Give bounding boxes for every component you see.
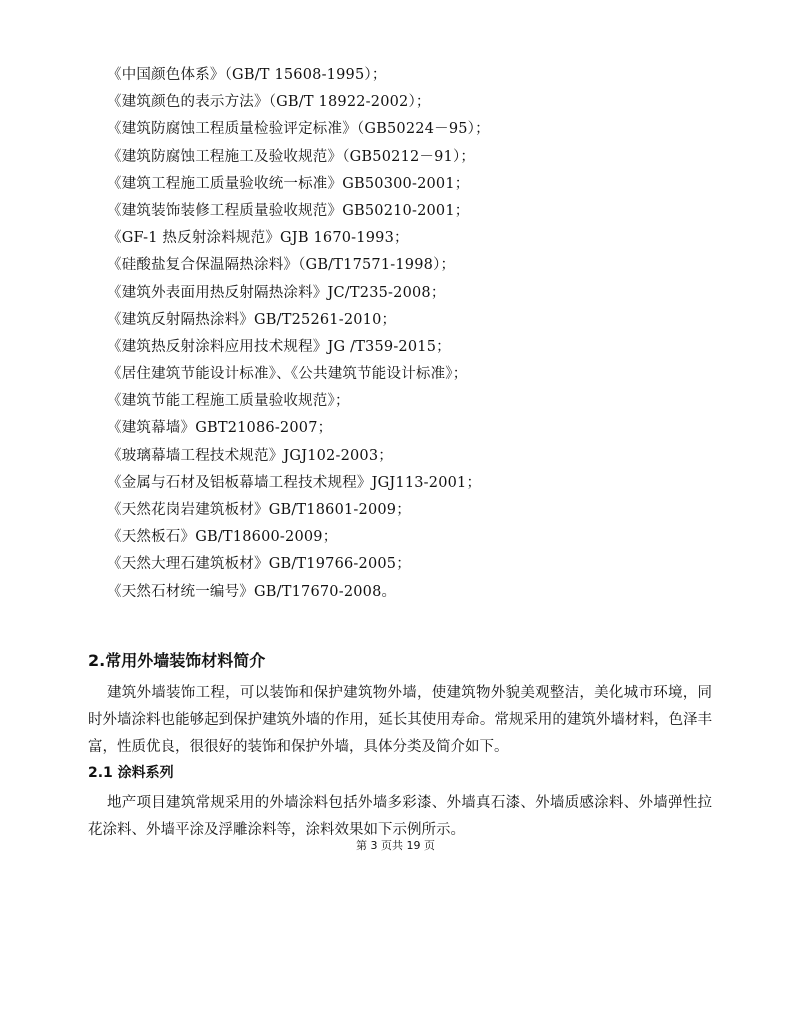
- standard-item: 《建筑幕墙》GBT21086-2007；: [107, 420, 333, 437]
- subsection-paragraph: 地产项目建筑常规采用的外墙涂料包括外墙多彩漆、外墙真石漆、外墙质感涂料、外墙弹性拉花涂料、外墙平涂及浮雕涂料等，涂料效果如下示例所示。: [88, 795, 712, 838]
- standard-item: 《建筑外表面用热反射隔热涂料》JC/T235-2008；: [107, 284, 446, 301]
- standard-item: 《建筑颜色的表示方法》（GB/T 18922-2002）；: [107, 94, 431, 111]
- standard-item: 《中国颜色体系》（GB/T 15608-1995）；: [107, 67, 387, 83]
- standard-item: 《天然花岗岩建筑板材》GB/T18601-2009；: [107, 502, 411, 518]
- section-intro-paragraph: 建筑外墙装饰工程，可以装饰和保护建筑物外墙，使建筑物外貌美观整洁，美化城市环境，同时外墙涂料也能够起到保护建筑外墙的作用，延长其使用寿命。常规采用的建筑外墙材料，色泽丰富，性质优良，很很好的装饰和保护外墙，具体分类及简介如下。: [88, 685, 712, 755]
- standard-item: 《天然板石》GB/T18600-2009；: [107, 529, 338, 546]
- standard-item: 《金属与石材及铝板幕墙工程技术规程》JGJ113-2001；: [107, 474, 482, 491]
- standard-item: 《建筑装饰装修工程质量验收规范》GB50210-2001；: [107, 202, 470, 219]
- standard-item: 《玻璃幕墙工程技术规范》JGJ102-2003；: [107, 447, 393, 464]
- standard-item: 《天然大理石建筑板材》GB/T19766-2005；: [107, 556, 411, 573]
- standard-item: 《硅酸盐复合保温隔热涂料》（GB/T17571-1998）；: [107, 257, 456, 274]
- standard-item: 《建筑节能工程施工质量验收规范》；: [107, 393, 350, 410]
- standard-item: 《建筑工程施工质量验收统一标准》GB50300-2001；: [107, 175, 470, 192]
- standard-item: 《建筑防腐蚀工程施工及验收规范》（GB50212－91）；: [107, 148, 476, 165]
- subsection-heading: 2.1 涂料系列: [88, 765, 174, 781]
- standards-list: [107, 62, 490, 606]
- page-footer: 第 3 页共 19 页: [356, 839, 435, 852]
- standard-item: 《建筑防腐蚀工程质量检验评定标准》（GB50224－95）；: [107, 121, 490, 138]
- standard-item: 《建筑反射隔热涂料》GB/T25261-2010；: [107, 311, 397, 328]
- standard-item: 《GF-1 热反射涂料规范》GJB 1670-1993；: [107, 230, 409, 247]
- standard-item: 《建筑热反射涂料应用技术规程》JG /T359-2015；: [107, 338, 451, 355]
- standard-item: 《居住建筑节能设计标准》、《公共建筑节能设计标准》；: [107, 366, 468, 383]
- section-heading: 2.常用外墙装饰材料简介: [88, 651, 266, 670]
- standard-item: 《天然石材统一编号》GB/T17670-2008。: [107, 583, 397, 600]
